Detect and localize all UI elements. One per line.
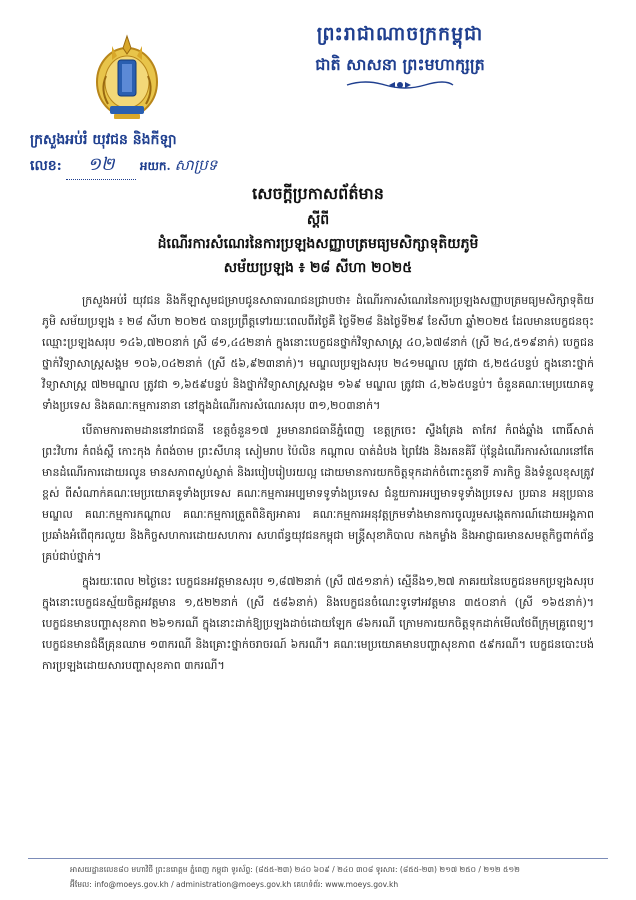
footer <box>70 862 610 892</box>
paragraph-3: ក្នុងរយៈពេល ២ថ្ងៃនេះ បេក្ខជនអវត្តមានសរុប ១,៨៧២នាក់ (ស្រី ៧៥១នាក់) ស្មើនឹង១,២៧ ភាគរយនៃបេក្ខជនមកប្រឡងសរុប ក្នុងនោះបេក្ខជនស្ម័យចិត្តអវត្តមាន ១,៥២២នាក់ (ស្រី ៥៨៦នាក់) និងបេក្ខជនចំណេះទូទៅអវត្តមាន ៣៥០នាក់ (ស្រី ១៦៥នាក់)។ បេក្ខជនមានបញ្ហាសុខភាព ២៦១ករណី ក្នុងនោះដាក់ឱ្យប្រឡងដាច់ដោយឡែក ៨៦ករណី ក្រោមការយកចិត្តទុកដាក់មើលថែពីក្រុមគ្រូពេទ្យ។ បេក្ខជនមានជំងឺគ្រុនឈាម ១៣ករណី និងគ្រោះថ្នាក់ចរាចរណ៍ ៦ករណី។ គណៈមេប្រយោគមានបញ្ហាសុខភាព ៥៩ករណី។ បេក្ខជនបោះបង់ការប្រឡងដោយសារបញ្ហាសុខភាព ៣ករណី។ <box>42 575 594 672</box>
ministry-emblem-icon <box>92 30 162 122</box>
paragraph-1: ក្រសួងអប់រំ យុវជន និងកីឡាសូមជម្រាបជូនសាធារណជនជ្រាបថា៖ ដំណើរការសំណេរនៃការប្រឡងសញ្ញាបត្រមធ្យមសិក្សាទុតិយភូមិ សម័យប្រឡង ៖ ២៨ សីហា ២០២៥ បានប្រព្រឹត្តទៅរយៈពេលពីរថ្ងៃគឺ ថ្ងៃទី២៨ និងថ្ងៃទី២៩ ខែសីហា ឆ្នាំ២០២៥ ដែលមានបេក្ខជនចុះឈ្មោះប្រឡងសរុប ១៤៦,៧២០នាក់ ស្រី ៨១,៤៤២នាក់ ក្នុងនោះបេក្ខជនថ្នាក់វិទ្យាសាស្ត្រ ៤០,៦៧៨នាក់ (ស្រី ២៤,៥១៩នាក់) បេក្ខជនថ្នាក់វិទ្យាសាស្ត្រសង្គម ១០៦,០៤២នាក់ (ស្រី ៥៦,៩២៣នាក់)។ មណ្ឌលប្រឡងសរុប ២៤១មណ្ឌល ត្រូវជា ៥,២៥៤បន្ទប់ ក្នុងនោះថ្នាក់វិទ្យាសាស្ត្រ ៧២មណ្ឌល ត្រូវជា ១,៦៥៩បន្ទប់ និងថ្នាក់វិទ្យាសាស្ត្រសង្គម ១៦៩ មណ្ឌល ត្រូវជា ៤,២៦៥បន្ទប់។ ចំនួនគណៈមេប្រយោគទូទាំងប្រទេស និងគណៈកម្មការនានា នៅក្នុងដំណើរការសំណេរសរុប ៣១,២០៣នាក់។ <box>42 294 594 412</box>
title-line-2: ស្តីពី <box>306 212 330 228</box>
footer-divider <box>28 858 608 859</box>
title-line-3: ដំណើរការសំណេរនៃការប្រឡងសញ្ញាបត្រមធ្យមសិក្សាទុតិយភូមិ <box>157 236 479 252</box>
reference-suffix: សាប្រទ <box>174 156 218 174</box>
ministry-name: ក្រសួងអប់រំ យុវជន និងកីឡា <box>30 132 177 148</box>
kingdom-name: ព្រះរាជាណាចក្រកម្ពុជា <box>316 23 484 45</box>
footer-contact: អ៊ីមែល: info@moeys.gov.kh / administration@moeys.gov.kh គេហទំព័រ: www.moeys.gov.kh <box>70 880 399 889</box>
national-motto: ជាតិ សាសនា ព្រះមហាក្សត្រ <box>315 55 485 74</box>
reference-number <box>30 152 217 180</box>
reference-code: អយក. <box>139 159 171 173</box>
title-line-1: សេចក្តីប្រកាសព័ត៌មាន <box>252 184 384 203</box>
document-body <box>42 290 594 680</box>
document-title <box>100 183 536 279</box>
reference-label: លេខ: <box>30 158 62 174</box>
reference-value: ១២ <box>66 152 136 180</box>
title-line-4: សម័យប្រឡង ៖ ២៨ សីហា ២០២៥ <box>223 260 413 276</box>
motto-ornament-icon <box>345 78 455 92</box>
letterhead-kingdom <box>240 22 560 78</box>
footer-address: អាសយដ្ឋានលេខ៨០ មហាវិថី ព្រះនរោត្តម ភ្នំពេញ កម្ពុជា ទូរស័ព្ទ: (៨៥៥-២៣) ២៤០ ៦០៩ / ២៤០ ៣០៨ ទូរសារ: (៨៥៥-២៣) ២១៧ ២៥០ / ២១២ ៥១២ <box>70 865 520 874</box>
paragraph-2: បើតាមការតាមដាននៅរាជធានី ខេត្តចំនួន១៧ រួមមានរាជធានីភ្នំពេញ ខេត្តក្រចេះ ស្ទឹងត្រែង តាកែវ កំពង់ឆ្នាំង ពោធិ៍សាត់ ព្រះវិហារ កំពង់ស្ពឺ កោះកុង កំពង់ចាម ព្រះសីហនុ សៀមរាប ប៉ៃលិន កណ្តាល បាត់ដំបង ព្រៃវែង និងរតនគិរី ប៉ុន្តែដំណើរការសំណេរនៅតែមានដំណើរការដោយរលូន មានសភាពស្ងប់ស្ងាត់ និងរបៀបរៀបរយល្អ ដោយមានការយកចិត្តទុកដាក់ចំពោះតួនាទី ភារកិច្ច និងទំនួលខុសត្រូវខ្ពស់ ពីសំណាក់គណៈមេប្រយោគទូទាំងប្រទេស គណៈកម្មការអប្បមាទទូទាំងប្រទេស ជំនួយការអប្បមាទទូទាំងប្រទេស ប្រធាន អនុប្រធានមណ្ឌល គណៈកម្មការកណ្តាល គណៈកម្មការត្រួតពិនិត្យអាគារ គណៈកម្មការអនុវត្តក្រមទាំងមានការចូលរួមសង្កេតការណ៍ដោយអង្គភាពប្រឆាំងអំពើពុករលួយ និងកិច្ចសហការដោយសហការ សហព័ន្ធយុវជនកម្ពុជា មន្ត្រីសុខាភិបាល កងកម្លាំង និងអាជ្ញាធរមានសមត្ថកិច្ចពាក់ព័ន្ធគ្រប់ជាប់ថ្នាក់។ <box>42 424 594 563</box>
